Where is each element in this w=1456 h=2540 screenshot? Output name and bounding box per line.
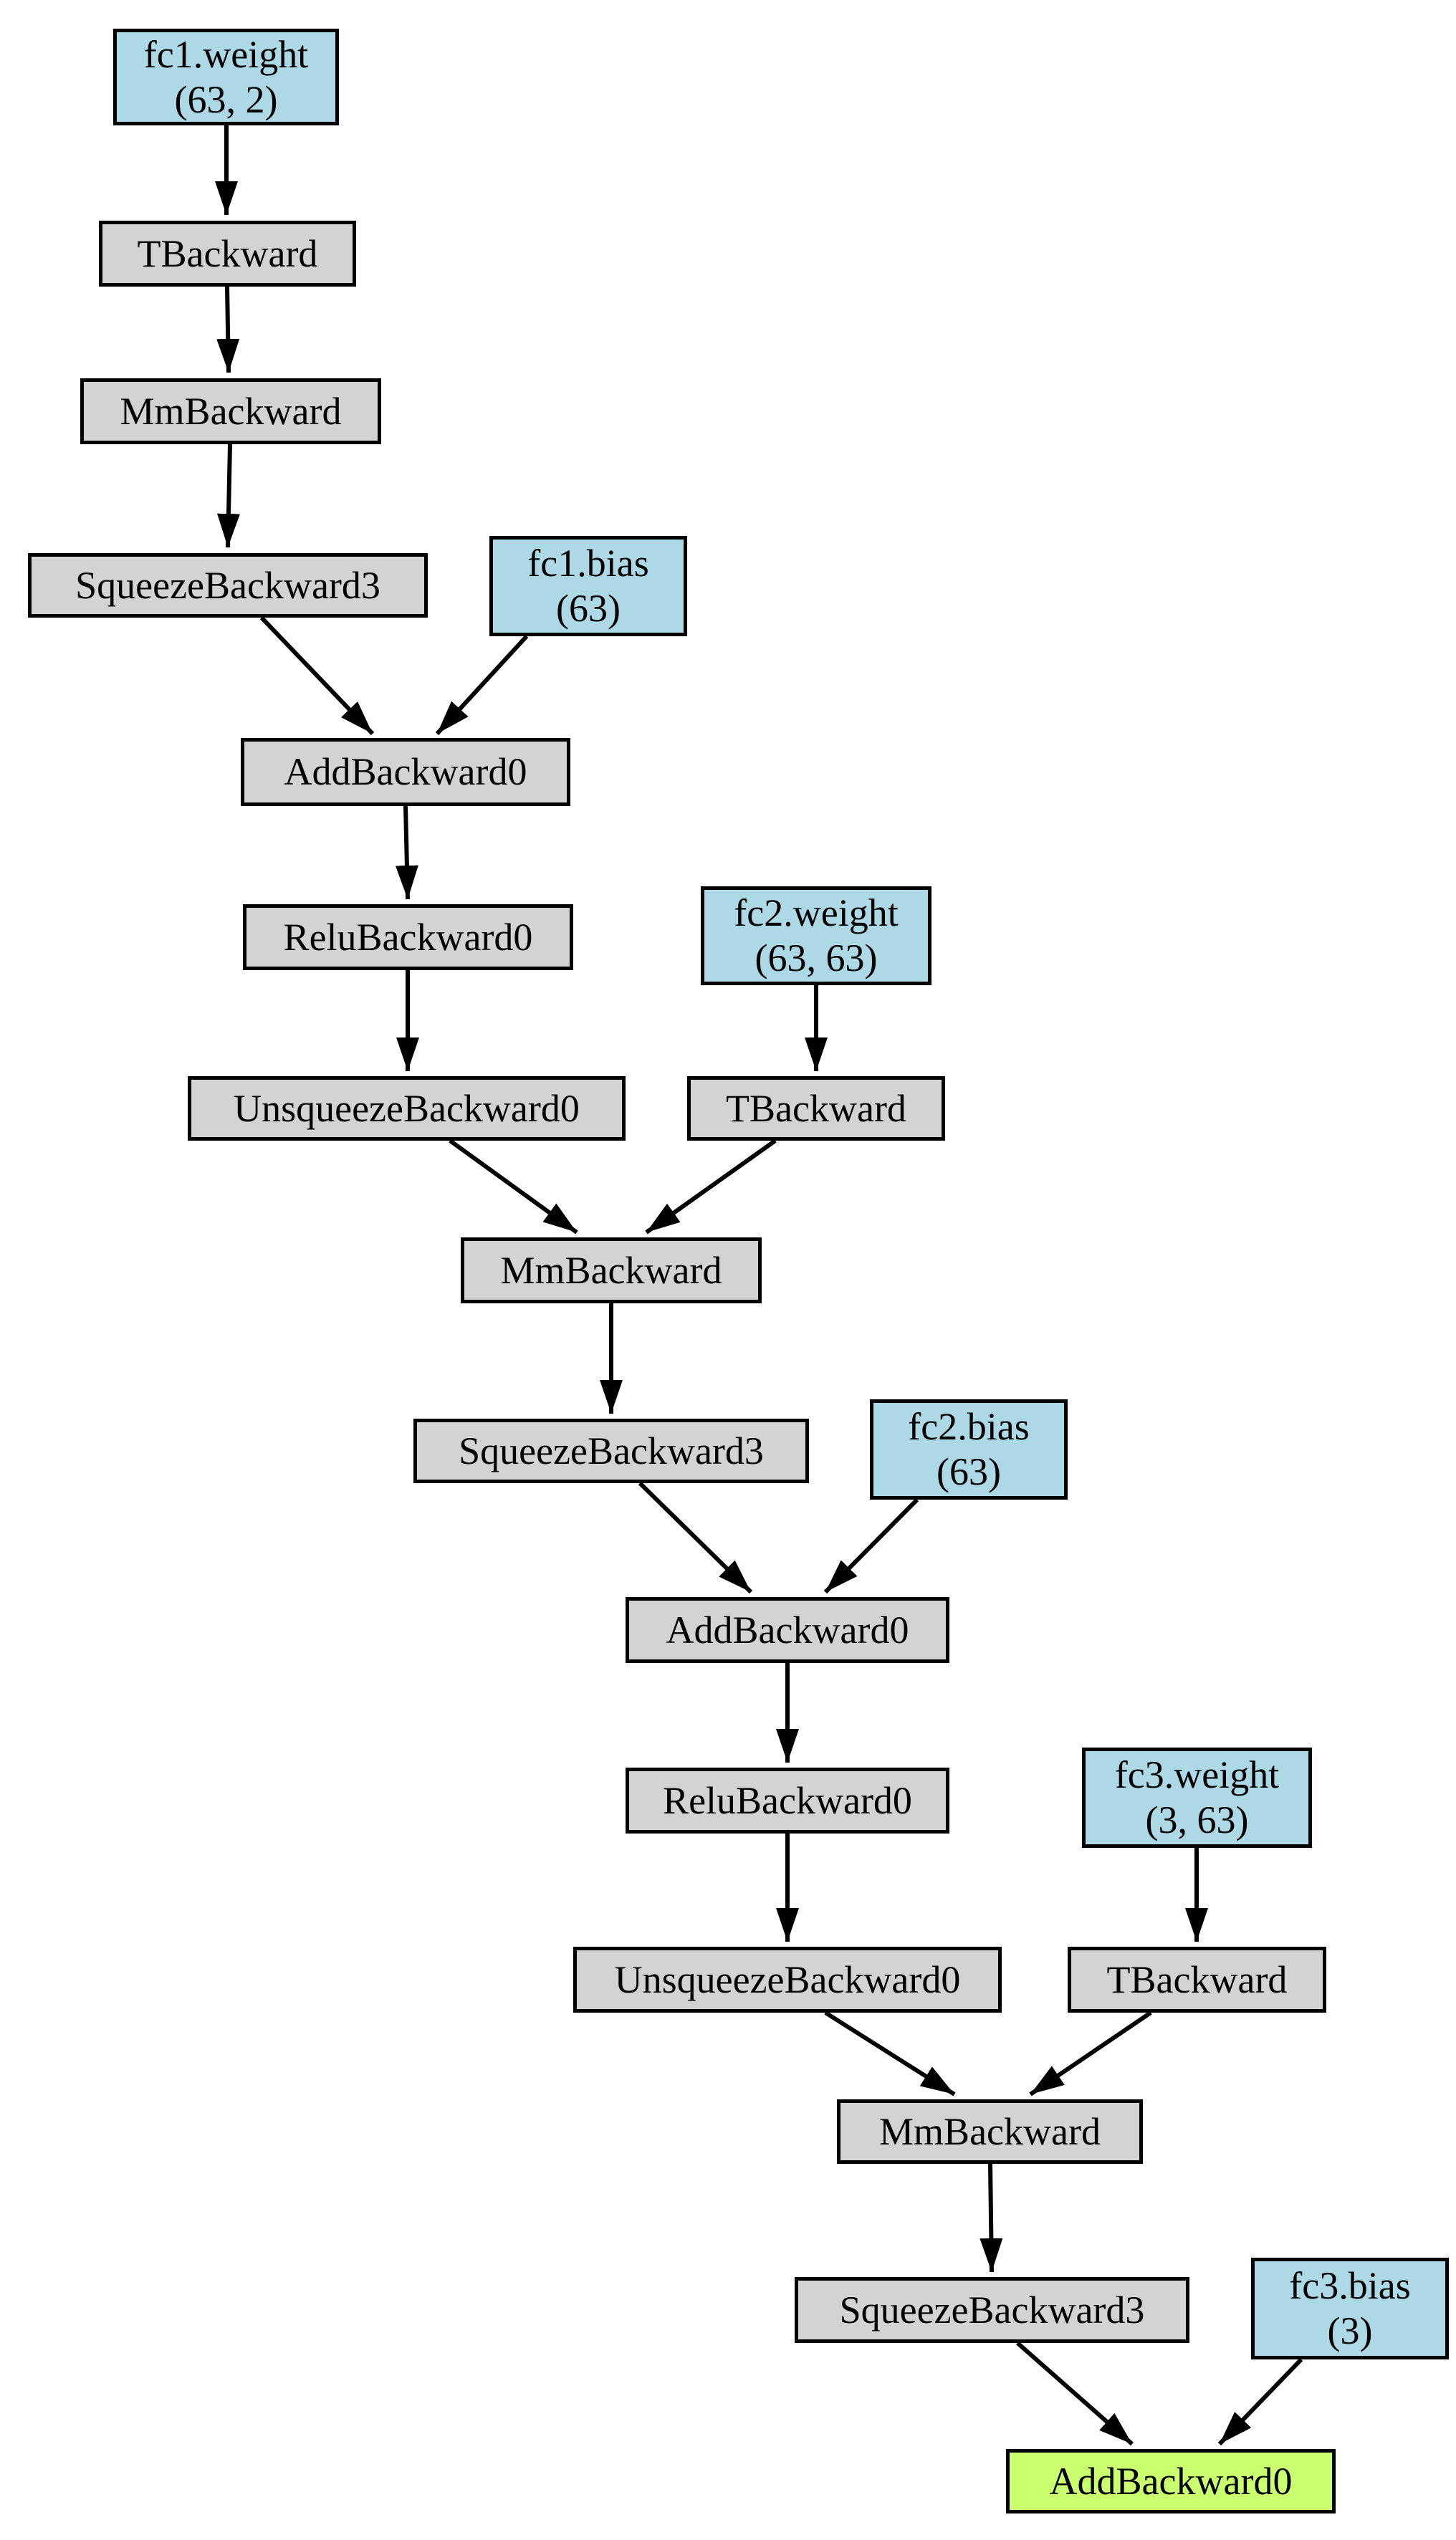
node-tbackward-3 (1068, 1947, 1326, 2013)
node-label: fc2.bias (908, 1405, 1030, 1449)
edge-arrow (450, 1141, 577, 1232)
edge-arrow (1017, 2343, 1132, 2444)
node-fc1-weight (113, 29, 339, 125)
node-fc1-bias (489, 536, 687, 636)
edge-arrow (1220, 2359, 1301, 2444)
node-squeezebackward3-3 (795, 2277, 1189, 2343)
node-label: UnsqueezeBackward0 (614, 1957, 961, 2001)
node-shape-label: (3) (1327, 2309, 1373, 2352)
node-addbackward0-1 (241, 738, 570, 806)
node-label: fc2.weight (734, 891, 899, 935)
edge-arrow (990, 2164, 992, 2272)
node-label: TBackward (726, 1086, 906, 1130)
node-label: AddBackward0 (284, 750, 527, 794)
edge-arrow (262, 618, 373, 734)
node-label: MmBackward (500, 1248, 722, 1292)
node-fc2-bias (870, 1399, 1068, 1500)
node-label: ReluBackward0 (663, 1778, 912, 1822)
node-label: SqueezeBackward3 (459, 1429, 764, 1472)
node-label: fc3.bias (1289, 2264, 1411, 2308)
node-shape-label: (63) (556, 587, 621, 630)
node-unsqueezebackward0-1 (188, 1076, 626, 1141)
node-fc3-bias (1251, 2258, 1449, 2359)
edge-arrow (646, 1141, 775, 1232)
node-relubackward0-2 (626, 1768, 949, 1834)
node-label: fc1.bias (527, 542, 649, 585)
node-addbackward0-2 (626, 1597, 949, 1663)
node-label: fc3.weight (1114, 1753, 1280, 1797)
node-label: AddBackward0 (666, 1608, 909, 1652)
node-label: ReluBackward0 (283, 915, 533, 959)
node-tbackward-2 (687, 1076, 945, 1141)
node-mmbackward-1 (80, 378, 381, 444)
edge-arrow (406, 806, 408, 899)
node-label: SqueezeBackward3 (75, 563, 380, 607)
node-shape-label: (63, 2) (174, 77, 278, 121)
node-fc3-weight (1082, 1748, 1312, 1848)
node-label: fc1.weight (143, 32, 309, 76)
edge-arrow (640, 1483, 751, 1592)
node-shape-label: (63) (937, 1450, 1001, 1493)
node-label: AddBackward0 (1049, 2459, 1293, 2503)
node-shape-label: (3, 63) (1145, 1798, 1249, 1841)
edge-arrow (437, 636, 527, 734)
edge-arrow (1030, 2013, 1151, 2094)
node-label: SqueezeBackward3 (839, 2288, 1145, 2331)
node-relubackward0-1 (243, 904, 573, 970)
node-label: MmBackward (879, 2109, 1101, 2153)
edge-arrow (228, 444, 230, 547)
node-tbackward-1 (99, 221, 356, 287)
node-label: MmBackward (120, 389, 342, 433)
node-addbackward0-output (1006, 2449, 1336, 2513)
node-label: TBackward (137, 231, 318, 275)
node-shape-label: (63, 63) (755, 936, 878, 979)
node-mmbackward-2 (461, 1237, 762, 1303)
node-label: UnsqueezeBackward0 (234, 1086, 580, 1130)
node-label: TBackward (1106, 1957, 1288, 2001)
node-unsqueezebackward0-2 (573, 1947, 1002, 2013)
node-fc2-weight (701, 886, 931, 985)
node-mmbackward-3 (837, 2099, 1143, 2164)
edge-arrow (825, 2013, 954, 2094)
node-squeezebackward3-2 (413, 1419, 809, 1483)
edge-arrow (227, 287, 229, 373)
edge-arrow (825, 1500, 917, 1592)
node-squeezebackward3-1 (28, 553, 428, 618)
